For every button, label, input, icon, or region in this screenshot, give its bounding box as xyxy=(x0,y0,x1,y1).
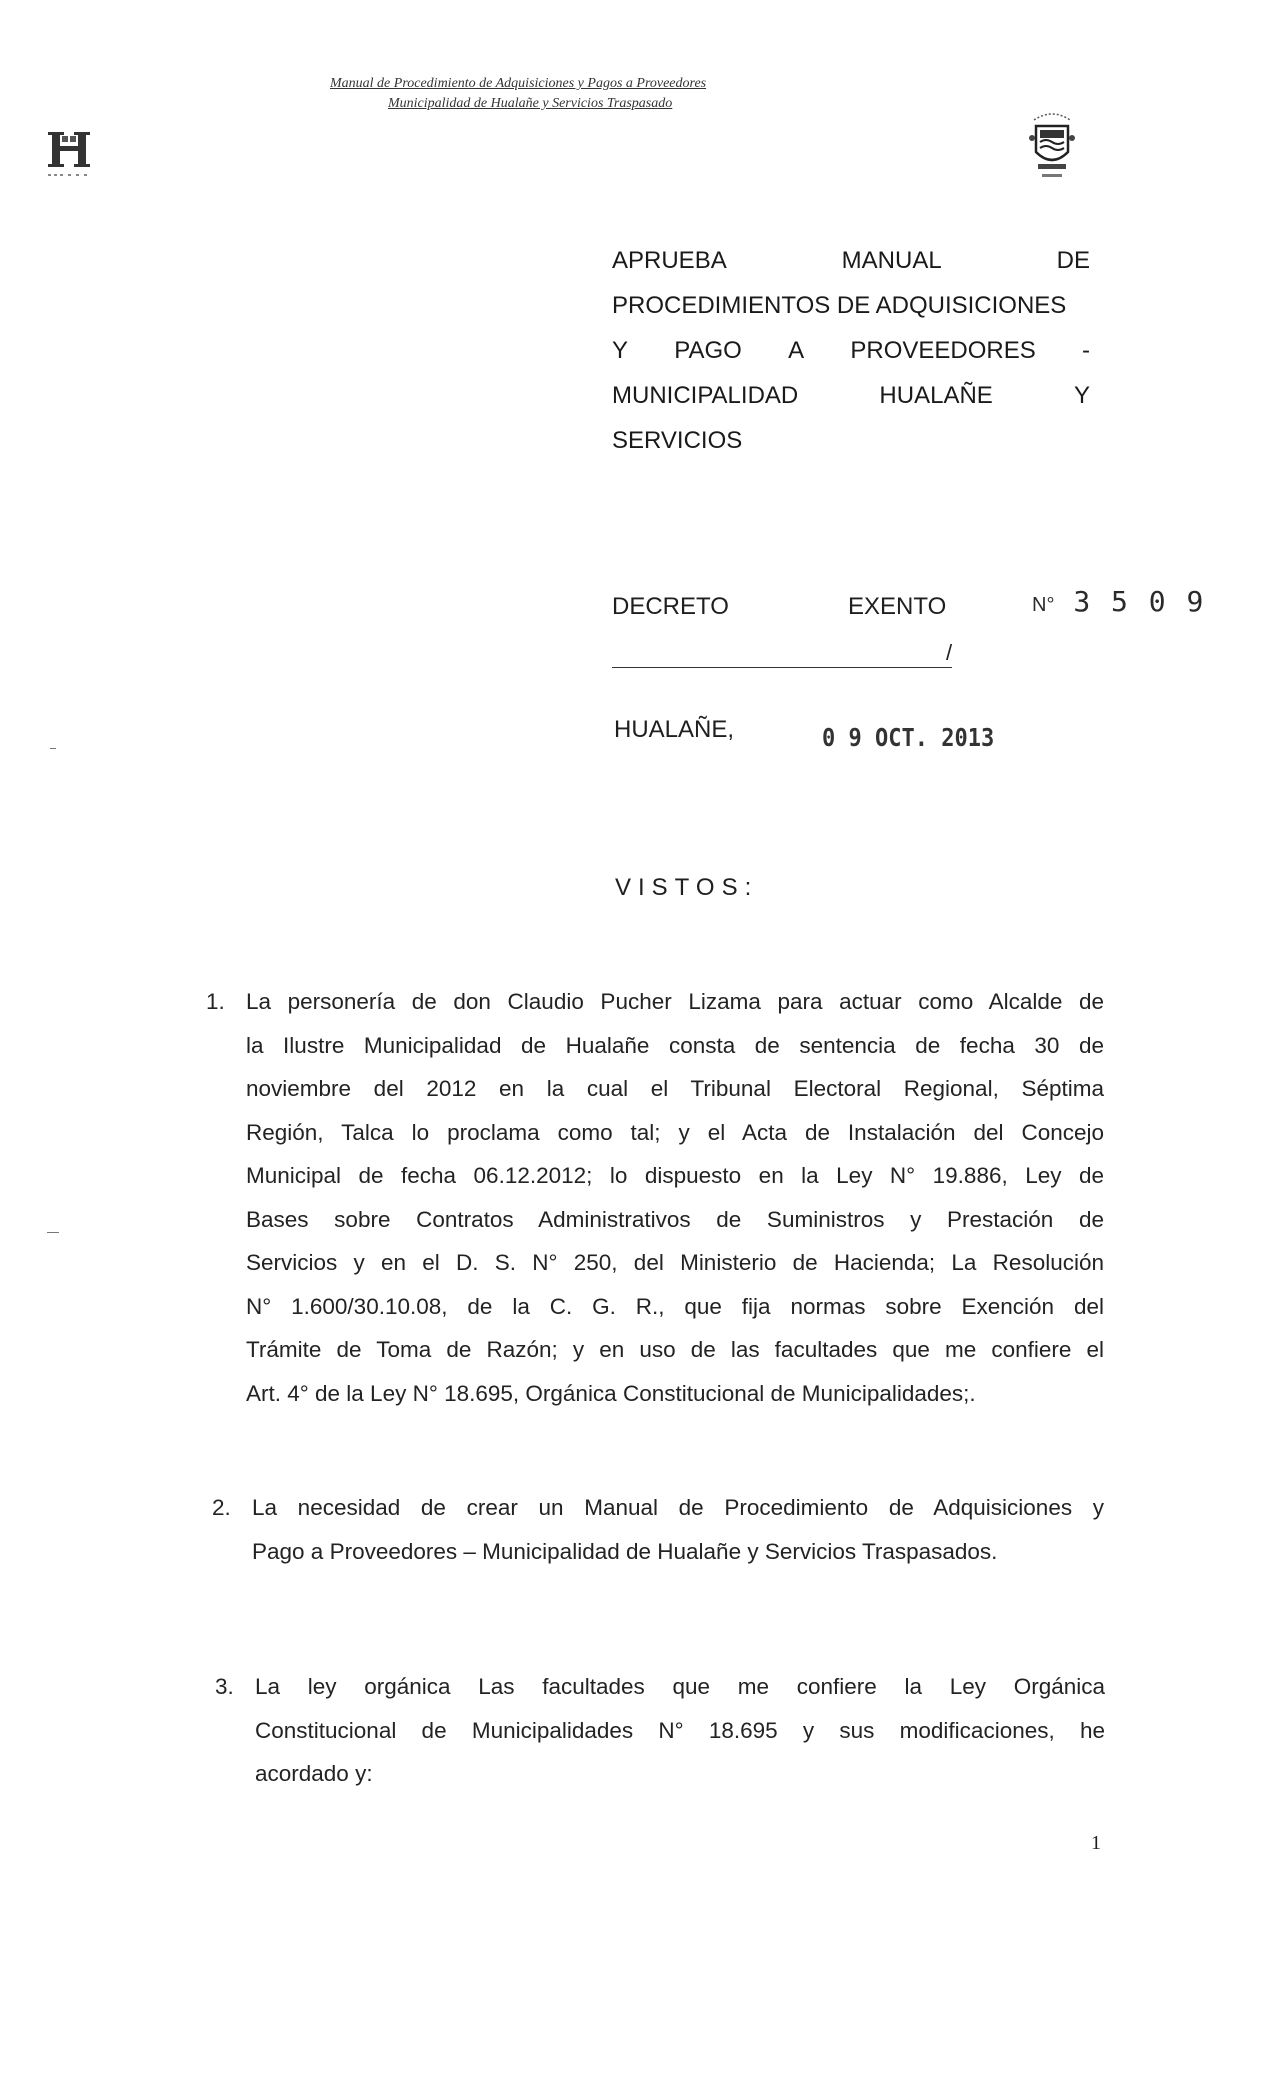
rule-slash: / xyxy=(946,640,953,665)
text-line: noviembre del 2012 en la cual el Tribunal Electoral Regional, Séptima xyxy=(246,1076,1104,1101)
scan-mark xyxy=(50,748,56,749)
title-word: PROVEEDORES xyxy=(850,337,1036,364)
title-word: A xyxy=(788,337,805,364)
title-word: MUNICIPALIDAD xyxy=(612,382,799,409)
decree-number-stamp xyxy=(1032,585,1205,618)
text-line: N° 1.600/30.10.08, de la C. G. R., que fija normas sobre Exención del xyxy=(246,1293,1104,1319)
title-word: MANUAL xyxy=(841,247,942,274)
title-word: DE xyxy=(1056,247,1090,274)
title-word: PAGO xyxy=(674,337,742,364)
municipal-seal xyxy=(1022,108,1082,184)
title-line-2 xyxy=(612,283,1090,328)
header-line-2: Municipalidad de Hualañe y Servicios Traspasado xyxy=(388,96,673,111)
list-item-number: 2. xyxy=(212,1495,231,1520)
scan-mark xyxy=(47,1232,59,1233)
text-line: Servicios y en el D. S. N° 250, del Ministerio de Hacienda; La Resolución xyxy=(246,1250,1104,1275)
text-line: la Ilustre Municipalidad de Hualañe consta de sentencia de fecha 30 de xyxy=(246,1032,1104,1058)
date-stamp: 0 9 OCT. 2013 xyxy=(822,724,995,753)
title-line-1 xyxy=(612,238,1090,283)
decree-title xyxy=(612,238,1090,463)
text-line: Art. 4° de la Ley N° 18.695, Orgánica Constitucional de Municipalidades;. xyxy=(246,1380,976,1406)
title-word: SERVICIOS xyxy=(612,427,743,454)
title-word: Y xyxy=(1073,382,1090,409)
title-word: - xyxy=(1082,337,1090,364)
list-item-text xyxy=(255,1665,1105,1796)
exempt-label: EXENTO xyxy=(848,593,947,620)
coat-of-arms-icon xyxy=(1022,108,1082,184)
letter-h-logo-icon xyxy=(48,128,108,180)
text-line: Pago a Proveedores – Municipalidad de Hualañe y Servicios Traspasados. xyxy=(252,1538,998,1564)
header-line-1: Manual de Procedimiento de Adquisiciones y Pagos a Proveedores xyxy=(330,76,707,91)
title-line-3 xyxy=(612,328,1090,373)
title-word: Y xyxy=(612,337,629,364)
title-line-4 xyxy=(612,373,1090,418)
place-label: HUALAÑE, xyxy=(614,716,735,743)
decree-number-line xyxy=(612,585,1252,625)
page-number: 1 xyxy=(1091,1832,1101,1854)
title-word: APRUEBA xyxy=(612,247,727,274)
text-line: acordado y: xyxy=(255,1761,373,1786)
text-line: Región, Talca lo proclama como tal; y el Acta de Instalación del Concejo xyxy=(246,1119,1104,1145)
number-prefix: N° xyxy=(1032,594,1055,616)
text-line: La ley orgánica Las facultades que me confiere la Ley Orgánica xyxy=(255,1674,1105,1699)
title-word: HUALAÑE xyxy=(879,382,993,409)
title-line-5 xyxy=(612,418,1090,463)
list-item-text xyxy=(246,980,1104,1415)
list-item-text xyxy=(252,1486,1104,1573)
text-line: Constitucional de Municipalidades N° 18.695 y sus modificaciones, he xyxy=(255,1717,1105,1743)
title-word: PROCEDIMIENTOS DE ADQUISICIONES xyxy=(612,292,1067,319)
text-line: Trámite de Toma de Razón; y en uso de las facultades que me confiere el xyxy=(246,1337,1104,1362)
text-line: La personería de don Claudio Pucher Lizama para actuar como Alcalde de xyxy=(246,989,1104,1014)
list-item-number: 3. xyxy=(215,1674,234,1699)
section-heading-vistos: VISTOS: xyxy=(615,874,759,901)
text-line: Municipal de fecha 06.12.2012; lo dispuesto en la Ley N° 19.886, Ley de xyxy=(246,1163,1104,1188)
text-line: Bases sobre Contratos Administrativos de Suministros y Prestación de xyxy=(246,1206,1104,1232)
decree-label: DECRETO xyxy=(612,593,729,620)
signature-rule xyxy=(612,667,952,668)
municipality-logo-left xyxy=(48,128,108,180)
text-line: La necesidad de crear un Manual de Procedimiento de Adquisiciones y xyxy=(252,1495,1104,1520)
list-item-number: 1. xyxy=(206,989,225,1014)
decree-number: 3 5 0 9 xyxy=(1073,585,1206,618)
